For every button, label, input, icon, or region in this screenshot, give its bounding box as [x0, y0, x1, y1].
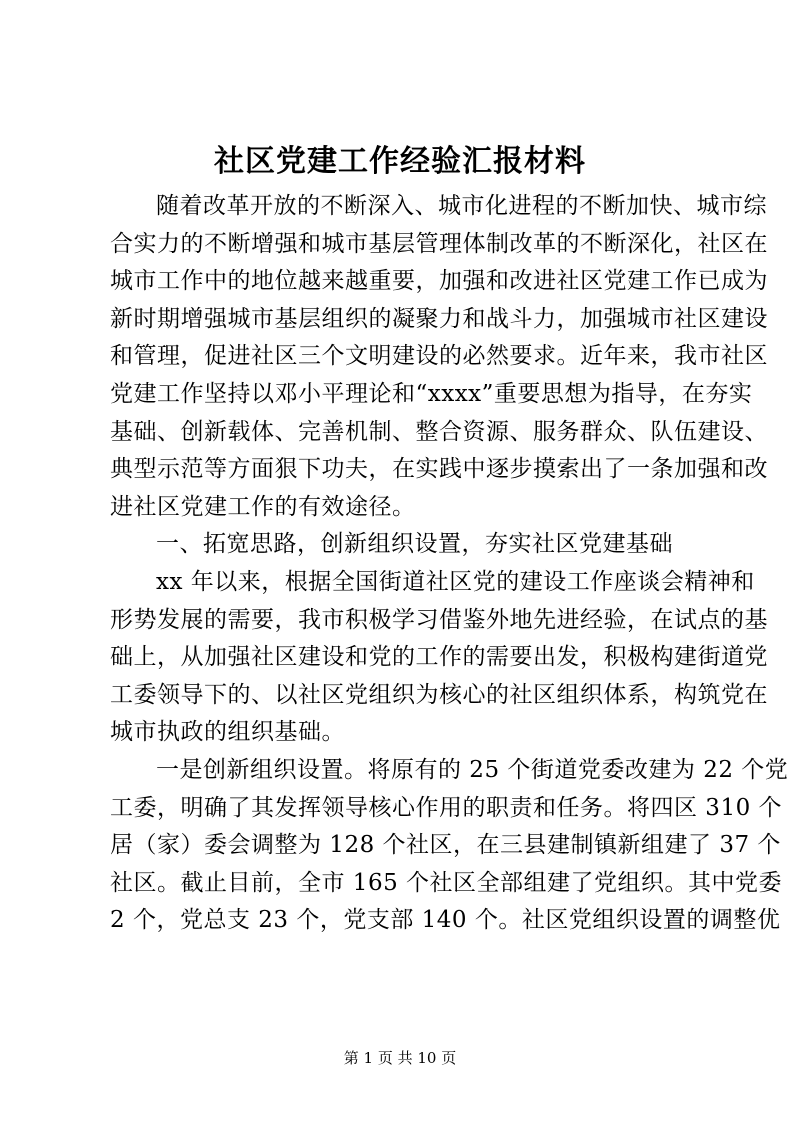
page-footer: 第 1 页 共 10 页	[343, 1049, 457, 1067]
body-line: 党建工作坚持以邓小平理论和“xxxx”重要思想为指导，在夯实	[110, 380, 753, 407]
section-heading: 一、拓宽思路，创新组织设置，夯实社区党建基础	[156, 531, 673, 558]
body-line: xx 年以来，根据全国街道社区党的建设工作座谈会精神和	[156, 568, 755, 595]
document-title: 社区党建工作经验汇报材料	[214, 144, 586, 179]
body-line: 居（家）委会调整为 128 个社区，在三县建制镇新组建了 37 个	[110, 832, 781, 859]
body-line: 基础、创新载体、完善机制、整合资源、服务群众、队伍建设、	[110, 418, 768, 445]
body-line: 新时期增强城市基层组织的凝聚力和战斗力，加强城市社区建设	[110, 305, 768, 332]
body-line: 2 个，党总支 23 个，党支部 140 个。社区党组织设置的调整优	[110, 907, 781, 934]
body-line: 城市工作中的地位越来越重要，加强和改进社区党建工作已成为	[110, 268, 768, 295]
body-line: 一是创新组织设置。将原有的 25 个街道党委改建为 22 个党	[156, 756, 789, 783]
body-line: 典型示范等方面狠下功夫，在实践中逐步摸索出了一条加强和改	[110, 456, 768, 483]
body-line: 础上，从加强社区建设和党的工作的需要出发，积极构建街道党	[110, 644, 768, 671]
body-line: 城市执政的组织基础。	[110, 719, 345, 746]
body-line: 社区。截止目前，全市 165 个社区全部组建了党组织。其中党委	[110, 869, 783, 896]
body-line: 和管理，促进社区三个文明建设的必然要求。近年来，我市社区	[110, 343, 768, 370]
document-body	[110, 188, 789, 940]
body-line: 工委，明确了其发挥领导核心作用的职责和任务。将四区 310 个	[110, 794, 783, 821]
body-line: 随着改革开放的不断深入、城市化进程的不断加快、城市综	[156, 193, 767, 219]
body-line: 合实力的不断增强和城市基层管理体制改革的不断深化，社区在	[110, 230, 768, 257]
body-line: 进社区党建工作的有效途径。	[110, 493, 416, 520]
body-line: 形势发展的需要，我市积极学习借鉴外地先进经验，在试点的基	[110, 606, 768, 633]
body-line: 工委领导下的、以社区党组织为核心的社区组织体系，构筑党在	[110, 681, 768, 708]
